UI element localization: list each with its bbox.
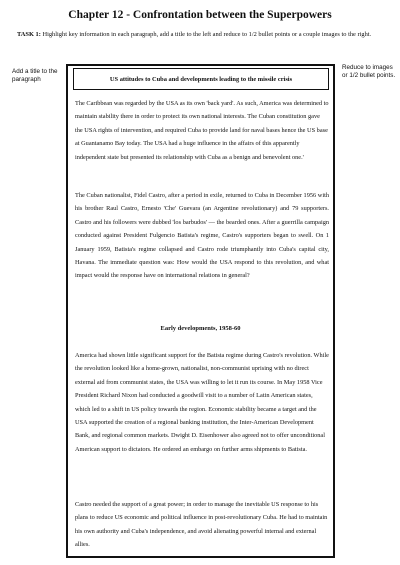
paragraph-castro-revolution: The Cuban nationalist, Fidel Castro, after a period in exile, returned to Cuba in December 1956 with his brother Raul Castro, Ernesto 'Che' Guevara (an Argentine revolutionary) and 79 supporters. Castro and his followers were dubbed 'los barbudos' — the bearded ones. After a guerrilla campaign conducted against President Fulgencio Batista's regime, Castro's supporters began to swell. On 1 January 1959, Batista's regime collapsed and Castro rode triumphantly into Cuba's capital city, Havana. The immediate question was: How would the USA respond to this revolution, and what impact would the response have on international relations in general? <box>75 192 329 280</box>
right-side-note: Reduce to images or 1/2 bullet points. <box>342 64 396 80</box>
task-text: Highlight key information in each paragraph, add a title to the left and reduce to 1/2 bullet points or a couple images to the right. <box>42 31 372 38</box>
paragraph-early-developments: America had shown little significant support for the Batista regime during Castro's revolution. While the revolution looked like a home-grown, nationalist, non-communist uprising with no direct external aid from communist states, the USA was willing to let it run its course. In May 1958 Vice President Richard Nixon had conducted a goodwill visit to a number of Latin American states, which led to a shift in US policy towards the region. Economic stability became a target and the USA supported the creation of a regional banking institution, the Inter-American Development Bank, and regional common markets. Dwight D. Eisenhower also agreed not to offer unconditional American support to dictators. He ordered an embargo on further arms shipments to Batista. <box>75 352 329 453</box>
left-side-note: Add a title to the paragraph <box>12 68 58 84</box>
chapter-title: Chapter 12 - Confrontation between the Superpowers <box>68 9 332 21</box>
task-instructions <box>17 31 387 40</box>
paragraph-intro: The Caribbean was regarded by the USA as its own 'back yard'. As such, America was determined to maintain stability there in order to protect its own national interests. The Cuban constitution gave the USA rights of intervention, and required Cuba to provide land for naval bases hence the US base at Guantanamo Bay today. The USA had a huge influence in the affairs of this apparently independent state but presented its relationship with Cuba as a benign and benevolent one.' <box>75 100 329 161</box>
paragraph-great-power-support: Castro needed the support of a great power; in order to manage the inevitable US response to his plans to reduce US economic and political influence in post-revolutionary Cuba. He had to maintain his own authority and Cuba's independence, and avoid alienating powerful internal and external allies. <box>75 501 328 549</box>
task-label: TASK 1: <box>17 31 41 38</box>
section-heading: Early developments, 1958-60 <box>160 325 241 332</box>
document-title: US attitudes to Cuba and developments leading to the missile crisis <box>73 68 329 90</box>
document-frame <box>66 64 335 558</box>
